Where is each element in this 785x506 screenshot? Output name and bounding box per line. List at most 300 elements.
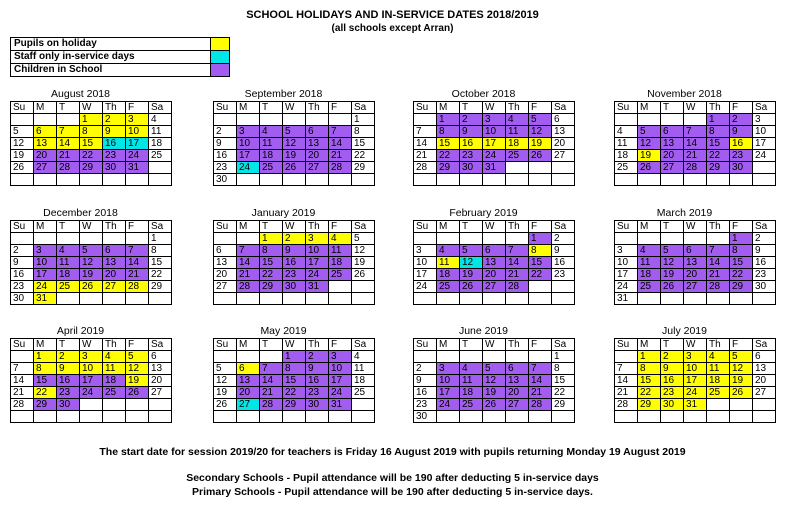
weekday-header: Su bbox=[214, 339, 237, 351]
day-cell bbox=[57, 411, 80, 423]
day-cell: 14 bbox=[57, 138, 80, 150]
weekday-header: T bbox=[661, 339, 684, 351]
day-cell bbox=[529, 281, 552, 293]
day-cell: 7 bbox=[260, 363, 283, 375]
weekday-header: M bbox=[638, 339, 661, 351]
weekday-header: Sa bbox=[352, 339, 375, 351]
day-cell bbox=[260, 411, 283, 423]
legend-item-in-school bbox=[11, 64, 230, 77]
week-row bbox=[615, 281, 776, 293]
day-cell bbox=[283, 114, 306, 126]
day-cell bbox=[730, 174, 753, 186]
day-cell: 14 bbox=[684, 138, 707, 150]
day-cell bbox=[684, 233, 707, 245]
day-cell: 28 bbox=[506, 281, 529, 293]
day-cell: 14 bbox=[237, 257, 260, 269]
week-row bbox=[214, 257, 375, 269]
day-cell: 23 bbox=[460, 150, 483, 162]
day-cell bbox=[34, 114, 57, 126]
weekday-header: Su bbox=[11, 221, 34, 233]
day-cell bbox=[126, 233, 149, 245]
month-calendar-table bbox=[10, 338, 172, 423]
month-name: December 2018 bbox=[43, 207, 118, 219]
day-cell bbox=[283, 174, 306, 186]
day-cell: 20 bbox=[237, 387, 260, 399]
day-cell bbox=[306, 293, 329, 305]
day-cell: 11 bbox=[615, 138, 638, 150]
week-row bbox=[615, 138, 776, 150]
day-cell: 28 bbox=[260, 399, 283, 411]
week-row bbox=[214, 174, 375, 186]
week-row bbox=[414, 375, 575, 387]
month-june-2019 bbox=[413, 325, 567, 423]
weekday-header: W bbox=[684, 102, 707, 114]
day-cell: 21 bbox=[506, 269, 529, 281]
day-cell: 2 bbox=[214, 126, 237, 138]
day-cell: 13 bbox=[214, 257, 237, 269]
week-row bbox=[11, 126, 172, 138]
week-row bbox=[11, 363, 172, 375]
weekday-header-row bbox=[11, 102, 172, 114]
day-cell: 31 bbox=[684, 399, 707, 411]
day-cell: 8 bbox=[149, 245, 172, 257]
day-cell: 17 bbox=[414, 269, 437, 281]
day-cell bbox=[437, 411, 460, 423]
legend-swatch-inservice bbox=[211, 51, 230, 64]
month-calendar-table bbox=[213, 220, 375, 305]
weekday-header: W bbox=[80, 221, 103, 233]
day-cell: 2 bbox=[730, 114, 753, 126]
day-cell: 31 bbox=[306, 281, 329, 293]
week-row bbox=[414, 257, 575, 269]
day-cell: 23 bbox=[11, 281, 34, 293]
week-row bbox=[11, 293, 172, 305]
week-row bbox=[414, 150, 575, 162]
day-cell: 14 bbox=[260, 375, 283, 387]
day-cell bbox=[615, 233, 638, 245]
day-cell: 9 bbox=[460, 126, 483, 138]
week-row bbox=[11, 114, 172, 126]
day-cell: 11 bbox=[57, 257, 80, 269]
day-cell bbox=[11, 174, 34, 186]
day-cell: 8 bbox=[260, 245, 283, 257]
day-cell: 11 bbox=[460, 375, 483, 387]
day-cell bbox=[329, 281, 352, 293]
day-cell: 26 bbox=[638, 162, 661, 174]
day-cell: 10 bbox=[34, 257, 57, 269]
day-cell: 3 bbox=[306, 233, 329, 245]
day-cell bbox=[529, 174, 552, 186]
day-cell: 9 bbox=[661, 363, 684, 375]
day-cell bbox=[260, 114, 283, 126]
month-april-2019 bbox=[10, 325, 164, 423]
day-cell: 7 bbox=[414, 126, 437, 138]
week-row bbox=[615, 411, 776, 423]
day-cell: 8 bbox=[283, 363, 306, 375]
day-cell: 12 bbox=[352, 245, 375, 257]
day-cell: 8 bbox=[552, 363, 575, 375]
day-cell: 4 bbox=[506, 114, 529, 126]
day-cell bbox=[483, 351, 506, 363]
day-cell: 13 bbox=[661, 138, 684, 150]
day-cell: 22 bbox=[529, 269, 552, 281]
day-cell: 5 bbox=[283, 126, 306, 138]
week-row bbox=[11, 162, 172, 174]
day-cell: 23 bbox=[214, 162, 237, 174]
day-cell: 7 bbox=[615, 363, 638, 375]
month-name: July 2019 bbox=[662, 325, 707, 337]
day-cell bbox=[214, 411, 237, 423]
weekday-header: Su bbox=[615, 221, 638, 233]
day-cell: 4 bbox=[329, 233, 352, 245]
day-cell: 21 bbox=[684, 150, 707, 162]
day-cell: 8 bbox=[638, 363, 661, 375]
day-cell: 20 bbox=[552, 138, 575, 150]
day-cell bbox=[529, 411, 552, 423]
day-cell bbox=[11, 351, 34, 363]
day-cell: 29 bbox=[730, 281, 753, 293]
day-cell: 27 bbox=[214, 281, 237, 293]
weekday-header-row bbox=[11, 339, 172, 351]
weekday-header: Th bbox=[103, 339, 126, 351]
day-cell bbox=[638, 233, 661, 245]
day-cell: 3 bbox=[237, 126, 260, 138]
day-cell: 8 bbox=[80, 126, 103, 138]
month-may-2019 bbox=[213, 325, 367, 423]
day-cell: 18 bbox=[615, 150, 638, 162]
session-start-note: The start date for session 2019/20 for teachers is Friday 16 August 2019 with pupils returning Monday 19 August 2019 bbox=[99, 446, 686, 458]
day-cell bbox=[214, 293, 237, 305]
weekday-header: Su bbox=[214, 102, 237, 114]
day-cell: 10 bbox=[329, 363, 352, 375]
weekday-header: Th bbox=[506, 221, 529, 233]
day-cell: 24 bbox=[437, 399, 460, 411]
day-cell: 12 bbox=[529, 126, 552, 138]
week-row bbox=[214, 150, 375, 162]
day-cell bbox=[414, 174, 437, 186]
day-cell: 26 bbox=[126, 387, 149, 399]
day-cell: 1 bbox=[730, 233, 753, 245]
week-row bbox=[214, 233, 375, 245]
week-row bbox=[414, 293, 575, 305]
month-name: May 2019 bbox=[260, 325, 307, 337]
day-cell: 21 bbox=[615, 387, 638, 399]
week-row bbox=[615, 245, 776, 257]
week-row bbox=[615, 257, 776, 269]
legend-item-inservice bbox=[11, 51, 230, 64]
day-cell bbox=[753, 293, 776, 305]
day-cell: 20 bbox=[506, 387, 529, 399]
day-cell bbox=[414, 351, 437, 363]
month-name: August 2018 bbox=[51, 88, 110, 100]
week-row bbox=[414, 162, 575, 174]
day-cell: 9 bbox=[552, 245, 575, 257]
day-cell: 9 bbox=[283, 245, 306, 257]
week-row bbox=[615, 375, 776, 387]
weekday-header: F bbox=[329, 102, 352, 114]
weekday-header: Su bbox=[11, 339, 34, 351]
day-cell: 28 bbox=[414, 162, 437, 174]
day-cell: 22 bbox=[149, 269, 172, 281]
day-cell: 15 bbox=[638, 375, 661, 387]
weekday-header: M bbox=[34, 102, 57, 114]
day-cell: 7 bbox=[126, 245, 149, 257]
day-cell: 2 bbox=[460, 114, 483, 126]
day-cell: 1 bbox=[283, 351, 306, 363]
day-cell: 26 bbox=[283, 162, 306, 174]
day-cell: 24 bbox=[329, 387, 352, 399]
day-cell: 24 bbox=[753, 150, 776, 162]
day-cell: 6 bbox=[684, 245, 707, 257]
day-cell: 10 bbox=[306, 245, 329, 257]
weekday-header: W bbox=[80, 102, 103, 114]
weekday-header: Th bbox=[707, 339, 730, 351]
day-cell: 10 bbox=[414, 257, 437, 269]
week-row bbox=[615, 399, 776, 411]
month-name: October 2018 bbox=[451, 88, 516, 100]
weekday-header: Th bbox=[707, 102, 730, 114]
day-cell bbox=[237, 411, 260, 423]
week-row bbox=[214, 363, 375, 375]
day-cell: 13 bbox=[753, 363, 776, 375]
day-cell: 8 bbox=[707, 126, 730, 138]
day-cell: 29 bbox=[638, 399, 661, 411]
day-cell bbox=[352, 293, 375, 305]
day-cell bbox=[352, 411, 375, 423]
day-cell: 6 bbox=[506, 363, 529, 375]
day-cell: 15 bbox=[730, 257, 753, 269]
week-row bbox=[11, 399, 172, 411]
day-cell: 5 bbox=[730, 351, 753, 363]
weekday-header: Sa bbox=[352, 221, 375, 233]
day-cell: 20 bbox=[483, 269, 506, 281]
day-cell: 22 bbox=[260, 269, 283, 281]
day-cell bbox=[329, 114, 352, 126]
day-cell: 11 bbox=[437, 257, 460, 269]
day-cell bbox=[730, 399, 753, 411]
weekday-header: W bbox=[684, 221, 707, 233]
day-cell: 18 bbox=[329, 257, 352, 269]
weekday-header: T bbox=[260, 221, 283, 233]
day-cell: 5 bbox=[529, 114, 552, 126]
weekday-header: M bbox=[237, 221, 260, 233]
day-cell bbox=[529, 293, 552, 305]
day-cell: 29 bbox=[437, 162, 460, 174]
weekday-header-row bbox=[615, 102, 776, 114]
weekday-header: W bbox=[684, 339, 707, 351]
week-row bbox=[11, 138, 172, 150]
day-cell bbox=[57, 114, 80, 126]
day-cell bbox=[638, 293, 661, 305]
month-name: April 2019 bbox=[56, 325, 105, 337]
day-cell: 12 bbox=[730, 363, 753, 375]
month-calendar-table bbox=[614, 101, 776, 186]
day-cell: 6 bbox=[483, 245, 506, 257]
day-cell: 2 bbox=[661, 351, 684, 363]
day-cell bbox=[460, 351, 483, 363]
week-row bbox=[615, 293, 776, 305]
day-cell: 12 bbox=[80, 257, 103, 269]
day-cell: 20 bbox=[753, 375, 776, 387]
week-row bbox=[414, 174, 575, 186]
day-cell bbox=[753, 162, 776, 174]
day-cell bbox=[730, 293, 753, 305]
day-cell: 18 bbox=[437, 269, 460, 281]
day-cell bbox=[283, 293, 306, 305]
day-cell: 6 bbox=[552, 114, 575, 126]
month-calendar-table bbox=[10, 101, 172, 186]
legend-label: Pupils on holiday bbox=[11, 38, 211, 51]
day-cell: 20 bbox=[684, 269, 707, 281]
weekday-header: T bbox=[57, 339, 80, 351]
weekday-header: Sa bbox=[753, 339, 776, 351]
weekday-header: T bbox=[57, 221, 80, 233]
day-cell: 1 bbox=[437, 114, 460, 126]
day-cell: 29 bbox=[283, 399, 306, 411]
day-cell bbox=[329, 174, 352, 186]
weekday-header: Sa bbox=[552, 102, 575, 114]
day-cell bbox=[260, 293, 283, 305]
day-cell: 23 bbox=[661, 387, 684, 399]
weekday-header-row bbox=[214, 102, 375, 114]
day-cell: 28 bbox=[529, 399, 552, 411]
day-cell: 10 bbox=[80, 363, 103, 375]
day-cell: 29 bbox=[80, 162, 103, 174]
week-row bbox=[615, 114, 776, 126]
day-cell: 19 bbox=[638, 150, 661, 162]
day-cell bbox=[615, 114, 638, 126]
day-cell bbox=[414, 114, 437, 126]
day-cell: 28 bbox=[684, 162, 707, 174]
weekday-header: Su bbox=[414, 102, 437, 114]
day-cell bbox=[103, 399, 126, 411]
day-cell: 4 bbox=[460, 363, 483, 375]
day-cell: 25 bbox=[103, 387, 126, 399]
day-cell: 10 bbox=[615, 257, 638, 269]
day-cell: 16 bbox=[283, 257, 306, 269]
day-cell: 15 bbox=[34, 375, 57, 387]
day-cell: 12 bbox=[126, 363, 149, 375]
weekday-header: Su bbox=[214, 221, 237, 233]
week-row bbox=[11, 387, 172, 399]
day-cell: 3 bbox=[329, 351, 352, 363]
day-cell: 29 bbox=[352, 162, 375, 174]
weekday-header: W bbox=[283, 221, 306, 233]
day-cell: 14 bbox=[126, 257, 149, 269]
week-row bbox=[414, 245, 575, 257]
day-cell: 25 bbox=[615, 162, 638, 174]
day-cell: 21 bbox=[260, 387, 283, 399]
weekday-header: F bbox=[126, 339, 149, 351]
week-row bbox=[414, 269, 575, 281]
day-cell: 12 bbox=[214, 375, 237, 387]
day-cell: 27 bbox=[483, 281, 506, 293]
primary-attendance-note: Primary Schools - Pupil attendance will be 190 after deducting 5 in-service days. bbox=[192, 486, 593, 498]
day-cell: 26 bbox=[11, 162, 34, 174]
day-cell: 2 bbox=[103, 114, 126, 126]
day-cell bbox=[11, 233, 34, 245]
weekday-header: Sa bbox=[149, 221, 172, 233]
weekday-header: T bbox=[57, 102, 80, 114]
day-cell bbox=[414, 293, 437, 305]
day-cell: 1 bbox=[552, 351, 575, 363]
day-cell bbox=[306, 114, 329, 126]
day-cell: 7 bbox=[237, 245, 260, 257]
day-cell bbox=[329, 411, 352, 423]
day-cell: 22 bbox=[638, 387, 661, 399]
day-cell: 3 bbox=[414, 245, 437, 257]
day-cell: 16 bbox=[214, 150, 237, 162]
day-cell bbox=[103, 411, 126, 423]
day-cell: 25 bbox=[460, 399, 483, 411]
day-cell: 30 bbox=[11, 293, 34, 305]
day-cell bbox=[638, 114, 661, 126]
day-cell: 16 bbox=[552, 257, 575, 269]
day-cell bbox=[753, 411, 776, 423]
day-cell: 15 bbox=[260, 257, 283, 269]
day-cell: 15 bbox=[437, 138, 460, 150]
weekday-header: F bbox=[730, 221, 753, 233]
day-cell bbox=[34, 411, 57, 423]
week-row bbox=[615, 351, 776, 363]
day-cell bbox=[80, 174, 103, 186]
day-cell: 29 bbox=[149, 281, 172, 293]
day-cell: 27 bbox=[506, 399, 529, 411]
day-cell: 7 bbox=[707, 245, 730, 257]
legend-label: Children in School bbox=[11, 64, 211, 77]
day-cell: 9 bbox=[214, 138, 237, 150]
day-cell: 25 bbox=[638, 281, 661, 293]
month-december-2018 bbox=[10, 207, 164, 305]
day-cell: 19 bbox=[730, 375, 753, 387]
day-cell bbox=[437, 351, 460, 363]
day-cell: 30 bbox=[414, 411, 437, 423]
day-cell: 27 bbox=[684, 281, 707, 293]
day-cell: 17 bbox=[753, 138, 776, 150]
month-august-2018 bbox=[10, 88, 164, 186]
day-cell: 19 bbox=[483, 387, 506, 399]
day-cell: 8 bbox=[34, 363, 57, 375]
month-name: March 2019 bbox=[656, 207, 713, 219]
day-cell: 31 bbox=[483, 162, 506, 174]
weekday-header: Sa bbox=[552, 339, 575, 351]
day-cell: 1 bbox=[529, 233, 552, 245]
day-cell bbox=[283, 411, 306, 423]
weekday-header: Sa bbox=[149, 102, 172, 114]
day-cell: 2 bbox=[552, 233, 575, 245]
day-cell: 24 bbox=[80, 387, 103, 399]
day-cell bbox=[34, 233, 57, 245]
day-cell: 22 bbox=[437, 150, 460, 162]
week-row bbox=[11, 269, 172, 281]
day-cell bbox=[707, 233, 730, 245]
week-row bbox=[615, 387, 776, 399]
day-cell: 8 bbox=[529, 245, 552, 257]
page-subtitle: (all schools except Arran) bbox=[331, 23, 454, 34]
day-cell: 15 bbox=[149, 257, 172, 269]
day-cell: 21 bbox=[414, 150, 437, 162]
weekday-header: Th bbox=[103, 102, 126, 114]
day-cell: 24 bbox=[34, 281, 57, 293]
day-cell: 9 bbox=[414, 375, 437, 387]
day-cell: 26 bbox=[483, 399, 506, 411]
day-cell: 26 bbox=[352, 269, 375, 281]
day-cell: 21 bbox=[707, 269, 730, 281]
week-row bbox=[414, 281, 575, 293]
weekday-header: Su bbox=[11, 102, 34, 114]
day-cell: 24 bbox=[483, 150, 506, 162]
day-cell: 23 bbox=[753, 269, 776, 281]
